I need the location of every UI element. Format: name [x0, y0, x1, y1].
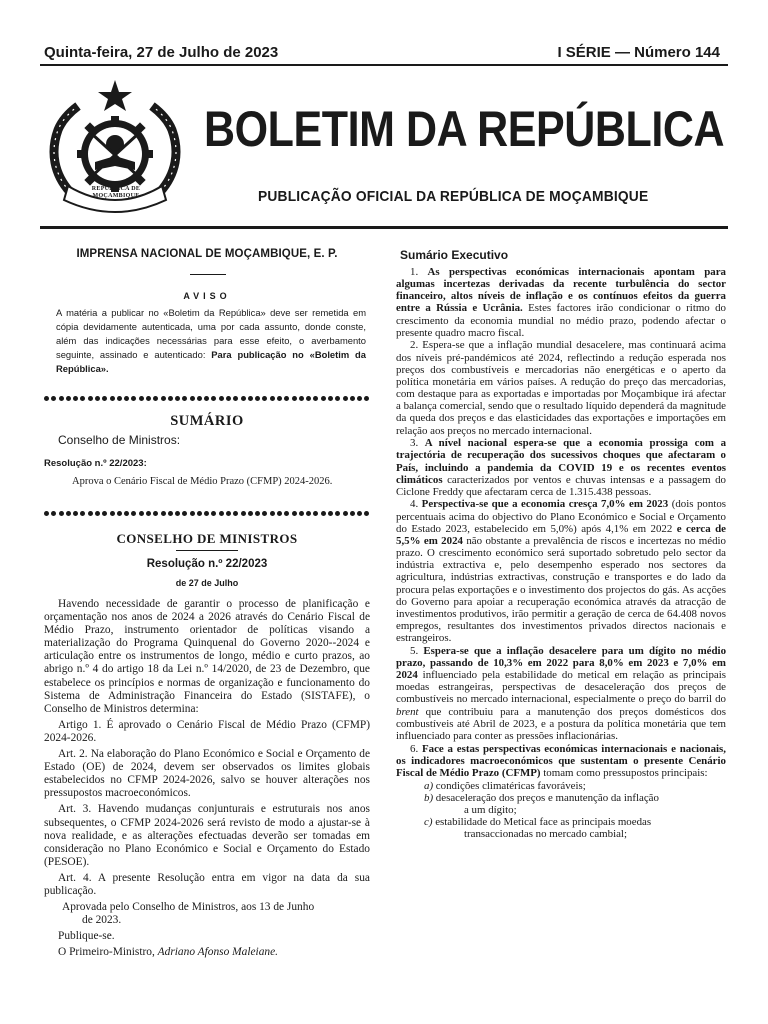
dot — [124, 511, 129, 516]
header-rule — [40, 64, 728, 66]
dot — [131, 511, 136, 516]
dot — [299, 396, 304, 401]
dot — [343, 511, 348, 516]
article-1: Artigo 1. É aprovado o Cenário Fiscal de Médio Prazo (CFMP) 2024-2026. — [44, 718, 370, 744]
dot — [364, 511, 369, 516]
dot — [219, 511, 224, 516]
dot — [168, 511, 173, 516]
approval-line: Aprovada pelo Conselho de Ministros, aos 13 de Junho — [62, 901, 315, 914]
dot — [292, 396, 297, 401]
issue-date: Quinta-feira, 27 de Julho de 2023 — [44, 44, 279, 61]
dot — [102, 396, 107, 401]
dot — [241, 511, 246, 516]
article-4: Art. 4. A presente Resolução entra em vigor na data da sua publicação. — [44, 871, 370, 897]
emblem-icon — [40, 74, 190, 224]
dot — [110, 396, 115, 401]
dot — [270, 511, 275, 516]
dot — [190, 396, 195, 401]
issue-series-number: I SÉRIE — Número 144 — [557, 44, 720, 61]
dot — [262, 396, 267, 401]
paragraph-3: 3. A nível nacional espera-se que a economia prossiga com a trajectória de recuperação dos sucessivos choques que afectaram o País, incluindo a pandemia da COVID 19 e os recentes eventos climáticos caracterizados por ventos e chuvas intensas e a passagem do Ciclone Freddy que afectaram cerca de 1.315.438 pessoas. — [396, 437, 727, 498]
dot — [233, 396, 238, 401]
dot — [357, 511, 362, 516]
dot — [80, 511, 85, 516]
dot — [110, 511, 115, 516]
dot — [59, 396, 64, 401]
dot — [175, 511, 180, 516]
sumario-title: SUMÁRIO — [170, 413, 244, 429]
resolution-title: Resolução n.º 22/2023 — [146, 558, 268, 570]
paragraph-6: 6. Face a estas perspectivas económicas internacionais e nacionais, os indicadores macroeconómicos que sustentam o presente Cenário Fiscal de Médio Prazo (CFMP) tomam como pressupostos principais: — [396, 742, 727, 779]
dot — [233, 511, 238, 516]
dot — [197, 396, 202, 401]
list-item: a) condições climatéricas favoráveis; — [424, 779, 586, 792]
dot — [262, 511, 267, 516]
paragraph-1: 1. As perspectivas económicas internacionais apontam para algumas incertezas derivadas da recente turbulência do sector financeiro, altos níveis de inflação e os contínuos efeitos da guerra entre a Rússia e Ucrânia. Estes factores irão condicionar o ritmo do crescimento da economia mundial no médio prazo, podendo afectar o presente quadro macro fiscal. — [396, 266, 727, 339]
dot — [190, 511, 195, 516]
dot — [284, 396, 289, 401]
dot — [51, 396, 56, 401]
dot — [161, 396, 166, 401]
publique: Publique-se. — [58, 930, 115, 943]
resolution-date: de 27 de Julho — [175, 578, 239, 588]
dot — [343, 396, 348, 401]
dot — [153, 511, 158, 516]
dot — [328, 396, 333, 401]
short-divider — [176, 550, 238, 551]
dot — [211, 396, 216, 401]
dot — [277, 511, 282, 516]
list-item: b) desaceleração dos preços e manutenção da inflação a um dígito; — [424, 791, 659, 816]
dot — [357, 396, 362, 401]
dot — [44, 396, 49, 401]
dot — [328, 511, 333, 516]
sumario-description: Aprova o Cenário Fiscal de Médio Prazo (CFMP) 2024-2026. — [72, 476, 333, 487]
sumario-resolution: Resolução n.º 22/2023: — [44, 458, 147, 469]
dot — [73, 396, 78, 401]
dot — [139, 396, 144, 401]
paragraph-2: 2. Espera-se que a inflação mundial desacelere, mas continuará acima dos níveis pré-pandémicos até 2024, reflectindo a redução esperada nos preços dos combustíveis e mercadorias não energéticas e o aperto da política monetária em vários países. A redução do preço das mercadorias, com destaque para as exportadas e importadas por Moçambique irá afectar a balança comercial, sendo que o resultado líquido dependerá da magnitude da queda dos preços e das elasticidades das exportações e importações em relação aos preços no mercado internacional. — [396, 339, 726, 437]
dot — [80, 396, 85, 401]
dotted-divider — [44, 511, 370, 519]
article-2: Art. 2. Na elaboração do Plano Económico e Social e Orçamento de Estado (OE) de 2024, devem ser observados os limites globais estabelecidos no CFMP 2024-2026, salvo se houver alterações nos pressupostos macroeconómicos. — [44, 748, 370, 800]
dot — [306, 396, 311, 401]
emblem-text: REPÚBLICA DE MOÇAMBIQUE — [91, 186, 141, 199]
dot — [255, 511, 260, 516]
dot — [350, 511, 355, 516]
left-column — [40, 226, 374, 1006]
aviso-body: A matéria a publicar no «Boletim da República» deve ser remetida em cópia devidamente autenticada, uma por cada assunto, donde conste, além das indicações necessárias para esse efeito, o averbamento seguinte, assinado e autenticado: — [56, 307, 366, 360]
dot — [226, 511, 231, 516]
list-item: c) estabilidade do Metical face as principais moedas transaccionadas no mercado cambial; — [424, 816, 652, 841]
dot — [131, 396, 136, 401]
dot — [299, 511, 304, 516]
dot — [182, 396, 187, 401]
dot — [175, 396, 180, 401]
dot — [284, 511, 289, 516]
dot — [364, 396, 369, 401]
executive-summary-body — [396, 266, 726, 840]
dot — [204, 396, 209, 401]
aviso-bold: Para publicação no «Boletim da República». — [56, 349, 366, 374]
article-3: Art. 3. Havendo mudanças conjunturais e estruturais nos anos subsequentes, o CFMP 2024-2026 será revisto de modo a ajustar-se à nova realidade, e as alterações efectuadas deverão ser tomadas em consideração no Plano Económico e Social e Orçamento do Estado (PESOE). — [44, 803, 370, 868]
short-divider — [190, 274, 226, 275]
conselho-title: CONSELHO DE MINISTROS — [116, 531, 298, 546]
dot — [102, 511, 107, 516]
dot — [88, 396, 93, 401]
dot — [51, 511, 56, 516]
dot — [306, 511, 311, 516]
dot — [255, 396, 260, 401]
signature-line — [44, 946, 370, 959]
dotted-divider — [44, 396, 370, 404]
masthead-subtitle: PUBLICAÇÃO OFICIAL DA REPÚBLICA DE MOÇAMBIQUE — [258, 188, 649, 205]
dot — [146, 511, 151, 516]
dot — [161, 511, 166, 516]
dot — [124, 396, 129, 401]
dot — [153, 396, 158, 401]
aviso-title: AVISO — [183, 291, 231, 301]
dot — [270, 396, 275, 401]
resolution-body — [44, 598, 370, 962]
executive-summary-title: Sumário Executivo — [400, 248, 509, 262]
dot — [248, 511, 253, 516]
dot — [335, 511, 340, 516]
dot — [44, 511, 49, 516]
dot — [59, 511, 64, 516]
dot — [95, 511, 100, 516]
dot — [292, 511, 297, 516]
dot — [168, 396, 173, 401]
dot — [139, 511, 144, 516]
dot — [321, 511, 326, 516]
approval-date: de 2023. — [82, 914, 122, 927]
dot — [313, 511, 318, 516]
dot — [241, 396, 246, 401]
dot — [350, 396, 355, 401]
dot — [204, 511, 209, 516]
sumario-section: Conselho de Ministros: — [58, 433, 181, 447]
right-column — [396, 226, 728, 1006]
masthead-title: BOLETIM DA REPÚBLICA — [204, 101, 725, 157]
dot — [182, 511, 187, 516]
dot — [73, 511, 78, 516]
dot — [117, 396, 122, 401]
paragraph-4: 4. Perspectiva-se que a economia cresça 7,0% em 2023 (dois pontos percentuais acima do objectivo do Plano Económico e Social e Orçamento do Estado 2023, estabelecido em 5,0%) após 4,1% em 2022 e cerca de 5,5% em 2024 não obstante a prevalência de riscos e incertezas no médio prazo. O crescimento económico será suportado sobretudo pelo sector da indústria extractiva e, pelo desempenho esperado nos sectores da agricultura, indústrias extractivas, construção e transportes e do lado da procura pelas exportações e o investimento dos projectos do gás. As acções do Governo para apoiar a recuperação económica através da atracção de investimentos produtivos, irão permitir a geração de cerca de 64.408 novos empregos, resultantes dos investimentos privados directos nacionais e estrangeiros. — [396, 498, 727, 645]
dot — [335, 396, 340, 401]
dot — [277, 396, 282, 401]
pm-name: Adriano Afonso Maleiane. — [157, 946, 279, 959]
dot — [226, 396, 231, 401]
dot — [313, 396, 318, 401]
dot — [321, 396, 326, 401]
dot — [146, 396, 151, 401]
pm-label: O Primeiro-Ministro, — [58, 946, 158, 959]
dot — [117, 511, 122, 516]
imprensa-heading: IMPRENSA NACIONAL DE MOÇAMBIQUE, E. P. — [76, 248, 338, 260]
dot — [248, 396, 253, 401]
aviso-text — [56, 306, 366, 376]
preamble: Havendo necessidade de garantir o processo de planificação e orçamentação nos anos de 2024 a 2026 através do Cenário Fiscal de Médio Prazo, instrumento orientador de políticas visando a materialização do Programa Quinquenal do Governo 2020--2024 e articulação entre os instrumentos de longo, médio e curto prazos, ao abrigo n.º 4 do artigo 18 da Lei n.º 14/2020, de 23 de Dezembro, que estabelece os princípios e normas de organização e funcionamento do Sistema de Administração Financeira do Estado (SISTAFE), o Conselho de Ministros determina: — [44, 598, 370, 715]
dot — [66, 396, 71, 401]
dot — [88, 511, 93, 516]
dot — [219, 396, 224, 401]
dot — [66, 511, 71, 516]
dot — [95, 396, 100, 401]
paragraph-5: 5. Espera-se que a inflação desacelere para um dígito no médio prazo, passando de 10,3% em 2022 para 8,0% em 2023 e 7,0% em 2024 influenciado pela estabilidade do metical em relação as principais moedas estrangeiras, perspectivas de desaceleração dos preços de combustíveis no mercado internacional, especialmente o preço do barril do brent que contribuiu para a manutenção dos preços domésticos dos combustíveis até Abril de 2023, e a postura da política monetária que tem influenciado para conter as pressões inflacionárias. — [396, 644, 727, 742]
assumptions-list — [396, 780, 726, 841]
dot — [197, 511, 202, 516]
dot — [211, 511, 216, 516]
